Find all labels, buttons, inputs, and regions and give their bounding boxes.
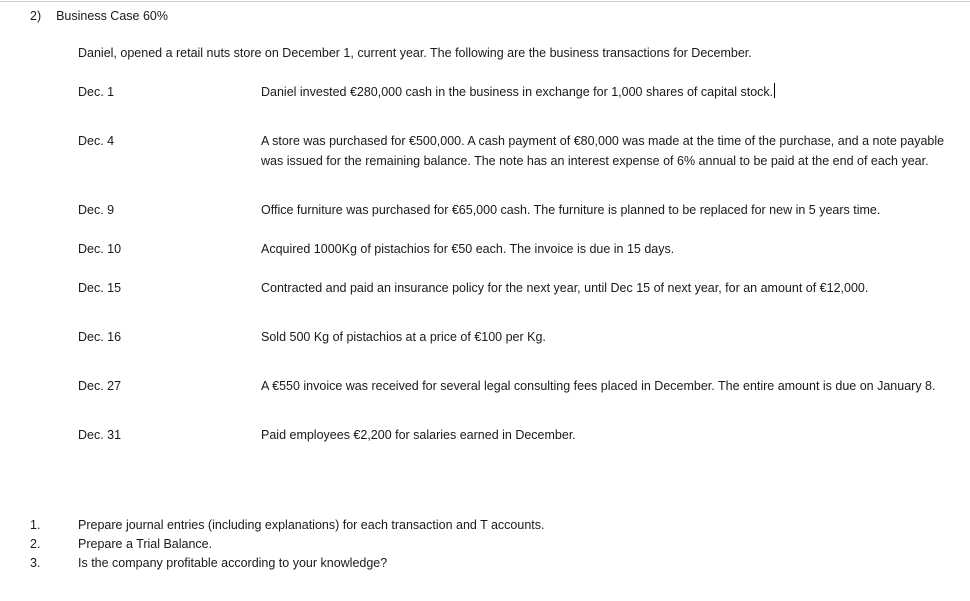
task-text: Prepare a Trial Balance. xyxy=(78,537,213,551)
text-cursor xyxy=(774,83,775,98)
transaction-text: Daniel invested €280,000 cash in the business in exchange for 1,000 shares of capital stock. xyxy=(261,85,774,99)
transaction-text: A store was purchased for €500,000. A cash payment of €80,000 was made at the time of the purchase, and a note payable was issued for the remaining balance. The note has an interest expense of 6% annual to be paid at the end of each year. xyxy=(261,134,945,168)
task-text: Prepare journal entries (including explanations) for each transaction and T accounts. xyxy=(78,518,545,532)
transaction-date: Dec. 1 xyxy=(78,85,115,99)
transaction-text: A €550 invoice was received for several legal consulting fees placed in December. The entire amount is due on January 8. xyxy=(261,379,936,393)
task-number: 3. xyxy=(30,556,41,570)
transaction-date: Dec. 27 xyxy=(78,379,122,393)
transaction-text: Contracted and paid an insurance policy for the next year, until Dec 15 of next year, for an amount of €12,000. xyxy=(261,281,869,295)
transaction-date: Dec. 15 xyxy=(78,281,122,295)
transaction-date: Dec. 10 xyxy=(78,242,122,256)
task-number: 2. xyxy=(30,537,41,551)
transaction-date: Dec. 9 xyxy=(78,203,115,217)
transaction-text: Office furniture was purchased for €65,000 cash. The furniture is planned to be replaced for new in 5 years time. xyxy=(261,203,881,217)
transaction-text: Paid employees €2,200 for salaries earned in December. xyxy=(261,428,576,442)
transaction-date: Dec. 16 xyxy=(78,330,122,344)
section-title: Business Case 60% xyxy=(56,9,168,23)
transaction-date: Dec. 4 xyxy=(78,134,115,148)
task-text: Is the company profitable according to your knowledge? xyxy=(78,556,388,570)
transaction-text: Acquired 1000Kg of pistachios for €50 each. The invoice is due in 15 days. xyxy=(261,242,675,256)
task-number: 1. xyxy=(30,518,41,532)
intro-paragraph: Daniel, opened a retail nuts store on December 1, current year. The following are the business transactions for December. xyxy=(78,46,752,60)
transaction-date: Dec. 31 xyxy=(78,428,122,442)
section-heading xyxy=(30,9,168,23)
transaction-text: Sold 500 Kg of pistachios at a price of €100 per Kg. xyxy=(261,330,546,344)
top-divider xyxy=(0,1,970,2)
section-number: 2) xyxy=(30,9,42,23)
transaction-text-with-cursor[interactable] xyxy=(261,83,966,103)
